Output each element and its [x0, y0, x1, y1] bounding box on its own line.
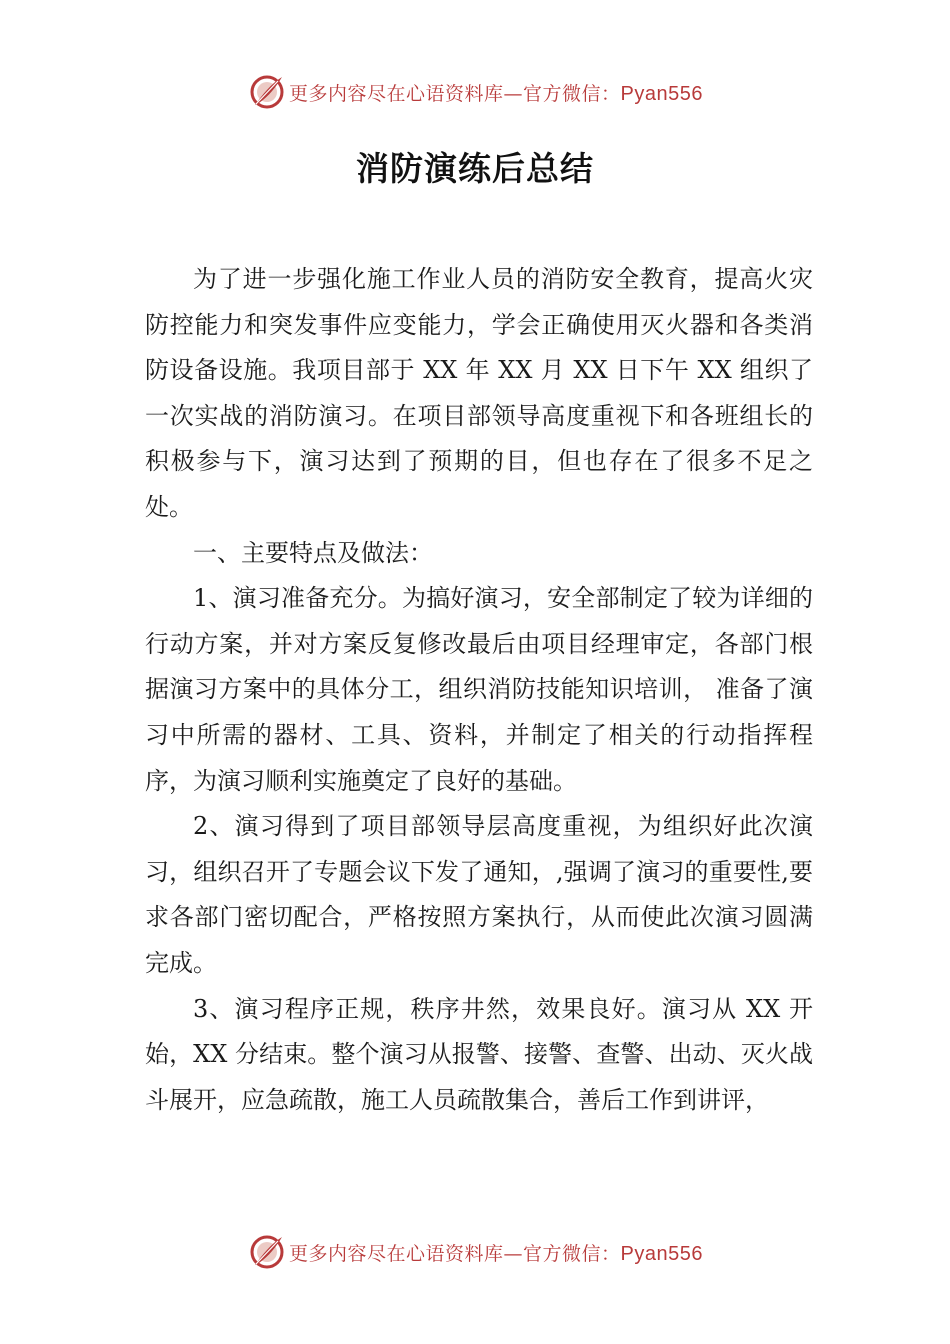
- document-title: 消防演练后总结: [356, 149, 594, 188]
- footer-banner-cn: 更多内容尽在心语资料库—官方微信：: [289, 1242, 621, 1265]
- header-banner-text: [289, 79, 703, 106]
- paragraph-intro: 为了进一步强化施工作业人员的消防安全教育，提高火灾防控能力和突发事件应变能力，学会正确使用灭火器和各类消防设备设施。我项目部于 XX 年 XX 月 XX 日下午 XX 组织了一次实战的消防演习。在项目部领导高度重视下和各班组长的积极参与下，演习达到了预期的目，但也存在了很多不足之处。: [145, 265, 813, 521]
- feather-pen-logo-icon: [247, 72, 287, 112]
- header-banner: [0, 70, 950, 114]
- footer-wechat-id: Pyan556: [620, 1242, 703, 1265]
- header-banner-cn: 更多内容尽在心语资料库—官方微信：: [289, 82, 621, 105]
- paragraph-point-1: 1、演习准备充分。为搞好演习，安全部制定了较为详细的行动方案，并对方案反复修改最后由项目经理审定，各部门根据演习方案中的具体分工，组织消防技能知识培训， 准备了演习中所需的器材、工具、资料，并制定了相关的行动指挥程序，为演习顺利实施奠定了良好的基础。: [145, 584, 813, 795]
- section-heading: 一、主要特点及做法：: [193, 538, 433, 567]
- header-wechat-id: Pyan556: [620, 82, 703, 105]
- footer-banner-text: [289, 1239, 703, 1266]
- document-body: [145, 257, 813, 1123]
- footer-banner: [0, 1230, 950, 1274]
- paragraph-point-2: 2、演习得到了项目部领导层高度重视，为组织好此次演习，组织召开了专题会议下发了通知，,强调了演习的重要性,要求各部门密切配合，严格按照方案执行，从而使此次演习圆满完成。: [145, 812, 813, 977]
- feather-pen-logo-icon: [247, 1232, 287, 1272]
- paragraph-point-3: 3、演习程序正规，秩序井然，效果良好。演习从 XX 开始，XX 分结束。整个演习从报警、接警、查警、出动、灭火战斗展开，应急疏散，施工人员疏散集合，善后工作到讲评，: [145, 994, 813, 1114]
